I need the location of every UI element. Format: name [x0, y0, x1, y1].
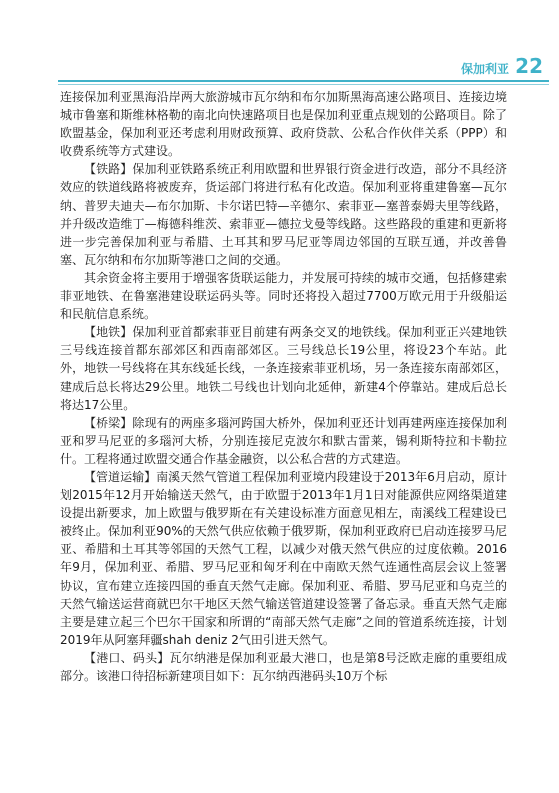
paragraph-ports: 【港口、码头】瓦尔纳港是保加利亚最大港口，也是第8号泛欧走廊的重要组成部分。该港口待招标新建项目如下：瓦尔纳西港码头10万个标 — [60, 650, 507, 683]
paragraph-highway: 连接保加利亚黑海沿岸两大旅游城市瓦尔纳和布尔加斯黑海高速公路项目、连接边境城市鲁塞和斯维林格勒的南北向快速路项目也是保加利亚重点规划的公路项目。除了欧盟基金，保加利亚还考虑利用财政预算、政府贷款、公私合作伙伴关系（PPP）和收费系统等方式建设。 — [60, 90, 507, 159]
header-rule — [58, 80, 549, 82]
paragraph-pipelines: 【管道运输】南溪天然气管道工程保加利亚境内段建设于2013年6月启动，原计划2015年12月开始输送天然气，由于欧盟于2013年1月1日对能源供应网络渠道建设提出新要求，加上欧盟与俄罗斯在有关建设标准方面意见相左，南溪线工程建设已被终止。保加利亚90%的天然气供应依赖于俄罗斯，保加利亚政府已启动连接罗马尼亚、希腊和土耳其等邻国的天然气工程，以减少对俄天然气供应的过度依赖。2016年9月，保加利亚、希腊、罗马尼亚和匈牙利在中南欧天然气连通性高层会议上签署协议，宣布建立连接四国的垂直天然气走廊。保加利亚、希腊、罗马尼亚和乌克兰的天然气输送运营商就巴尔干地区天然气输送管道建设签署了备忘录。垂直天然气走廊主要是建立起三个巴尔干国家和所谓的“南部天然气走廊”之间的管道系统连接，计划2019年从阿塞拜疆shah deniz 2气田引进天然气。 — [60, 469, 507, 647]
header-rule-thin — [58, 84, 549, 85]
page-header — [0, 0, 559, 92]
paragraph-metro: 【地铁】保加利亚首都索菲亚目前建有两条交叉的地铁线。保加利亚正兴建地铁三号线连接首都东部郊区和西南部郊区。三号线总长19公里，将设23个车站。此外，地铁一号线将在其东线延长线，一条连接索菲亚机场，另一条连接东南部郊区，建成后总长将达29公里。地铁二号线也计划向北延伸，新建4个停靠站。建成后总长将达17公里。 — [60, 325, 507, 412]
body-text — [60, 88, 507, 685]
page-number: 22 — [515, 54, 543, 78]
paragraph-bridges: 【桥梁】除现有的两座多瑙河跨国大桥外，保加利亚还计划再建两座连接保加利亚和罗马尼亚的多瑙河大桥，分别连接尼克波尔和默古雷莱，锡利斯特拉和卡勒拉什。工程将通过欧盟交通合作基金融资，以公私合营的方式建造。 — [60, 415, 507, 466]
paragraph-remaining-funds: 其余资金将主要用于增强客货联运能力，并发展可持续的城市交通，包括修建索菲亚地铁、在鲁塞港建设联运码头等。同时还将投入超过7700万欧元用于升级船运和民航信息系统。 — [60, 270, 507, 322]
running-header-title: 保加利亚 — [460, 62, 509, 76]
paragraph-railway: 【铁路】保加利亚铁路系统正利用欧盟和世界银行资金进行改造，部分不具经济效应的铁道线路将被废弃，货运部门将进行私有化改造。保加利亚将重建鲁塞—瓦尔纳、普罗夫迪夫—布尔加斯、卡尔诺巴特—辛德尔、索菲亚—塞普泰姆夫里等线路，并升级改造维丁—梅德科维茨、索菲亚—德拉戈曼等线路。这些路段的重建和更新将进一步完善保加利亚与希腊、土耳其和罗马尼亚等周边邻国的互联互通，并改善鲁塞、瓦尔纳和布尔加斯等港口之间的交通。 — [60, 162, 507, 267]
